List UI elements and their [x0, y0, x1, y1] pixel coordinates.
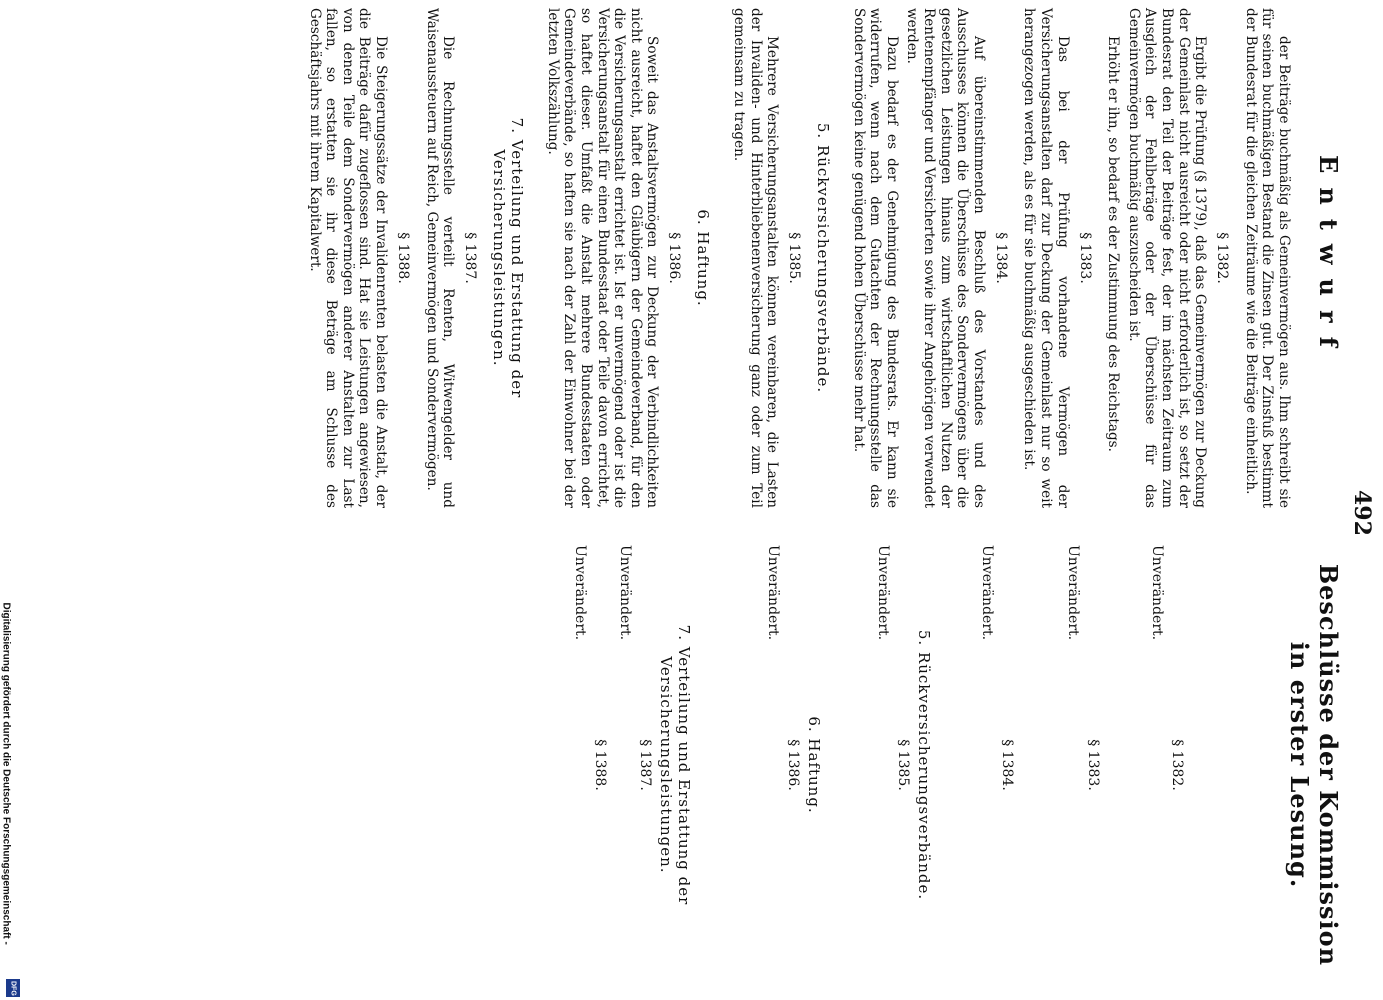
- paragraph: Auf übereinstimmenden Beschluß des Vorstandes und des Ausschusses können die Überschüsse des Sondervermögens über die gesetzlichen Leistungen hinaus zum wirtschaftlichen Nutzen der Rentenempfänger und Versicherten sowie ihrer Angehörigen verwendet werden.: [904, 8, 987, 508]
- commission-column: [63, 545, 1343, 985]
- section-number: § 1383.: [1076, 232, 1093, 284]
- section-number: § 1384.: [999, 739, 1015, 791]
- commission-entry: [1065, 545, 1101, 985]
- commission-entry: [765, 545, 823, 985]
- paragraph: Die Rechnungsstelle verteilt Renten, Witwengelder und Waisenaussteuern auf Reich, Gemeinvermögen und Sondervermögen.: [423, 8, 457, 508]
- section-number: § 1386.: [785, 739, 801, 791]
- section-number: § 1388.: [395, 232, 411, 284]
- section-heading: 6. Haftung.: [694, 209, 713, 307]
- section-number: § 1383.: [1085, 739, 1101, 791]
- paragraph: Ergibt die Prüfung (§ 1379), daß das Gemeinvermögen zur Deckung der Gemeinlast nicht ausreicht oder nicht erforderlich ist, so setzt der Bundesrat den Teil der Beiträge fest, der im nächsten Zeitraum zum Ausgleich der Fehlbeträge oder der Überschüsse für das Gemeinvermögen buchmäßig auszuscheiden ist.: [1125, 8, 1209, 508]
- paragraph: Dazu bedarf es der Genehmigung des Bundesrats. Er kann sie widerrufen, wenn nach dem Gutachten der Rechnungsstelle das Sondervermögen keine genügend hohen Überschüsse mehr hat.: [850, 8, 900, 508]
- status-unchanged: Unverändert.: [1065, 545, 1081, 641]
- paragraph: Mehrere Versicherungsanstalten können vereinbaren, die Lasten der Invaliden- und Hinterbliebenenversicherung ganz oder zum Teil gemeinsam zu tragen.: [730, 8, 781, 508]
- section-number: § 1388.: [592, 739, 608, 791]
- commission-column-body: [63, 545, 1263, 985]
- status-unchanged: Unverändert.: [617, 545, 633, 641]
- commission-entry: [617, 545, 693, 985]
- section-heading: 6. Haftung.: [805, 716, 823, 814]
- digitization-credit-text: Digitalisierung gefördert durch die Deutsche Forschungsgemeinschaft -: [0, 602, 12, 945]
- paragraph: Erhöht er ihn, so bedarf es der Zustimmung des Reichstags.: [1105, 36, 1122, 452]
- commission-entry: [875, 545, 933, 985]
- commission-entry: [1149, 545, 1185, 985]
- section-number: § 1386.: [666, 232, 683, 284]
- paragraph: der Beiträge buchmäßig als Gemeinvermögen aus. Ihm schreibt sie für seinen buchmäßigen Bestand die Zinsen gut. Der Zinsfuß bestimmt der Bundesrat für die gleichen Zeiträume wie die Beiträge einheitlich.: [1242, 8, 1292, 508]
- commission-entry: [979, 545, 1015, 985]
- status-unchanged: Unverändert.: [979, 545, 995, 641]
- section-heading: 7. Verteilung und Erstattung der Versicherungsleistungen.: [490, 117, 527, 399]
- status-unchanged: Unverändert.: [572, 545, 588, 641]
- commission-column-title: Beschlüsse der Kommission in erster Lesung.: [1285, 563, 1343, 967]
- section-number: § 1384.: [992, 232, 1009, 284]
- section-heading: 5. Rückversicherungsverbände.: [814, 122, 833, 394]
- draft-column-title: Entwurf: [1314, 155, 1343, 361]
- commission-entry: [572, 545, 608, 985]
- status-unchanged: Unverändert.: [875, 545, 891, 641]
- paragraph: Soweit das Anstaltsvermögen zur Deckung der Verbindlichkeiten nicht ausreicht, haftet den Gläubigern der Gemeindeverband, für den die Versicherungsanstalt errichtet ist. Ist er unvermögend oder ist die Versicherungsanstalt für einen Bundesstaat oder Teile davon errichtet, so haftet dieser. Umfaßt die Anstalt mehrere Bundesstaaten oder Gemeindeverbände, so haften sie nach der Zahl der Einwohner bei der letzten Volkszählung.: [544, 8, 661, 508]
- section-number: § 1385.: [786, 232, 803, 284]
- section-number: § 1387.: [462, 232, 479, 284]
- digitization-credit: [0, 602, 20, 997]
- section-heading: 5. Rückversicherungsverbände.: [915, 629, 933, 901]
- draft-column: [302, 8, 1343, 508]
- status-unchanged: Unverändert.: [1149, 545, 1165, 641]
- section-number: § 1382.: [1214, 232, 1231, 284]
- dfg-logo: DFG: [6, 979, 20, 997]
- status-unchanged: Unverändert.: [765, 545, 781, 641]
- section-number: § 1387.: [637, 739, 653, 791]
- section-number: § 1382.: [1169, 739, 1185, 791]
- page-number: 492: [1349, 490, 1375, 536]
- paragraph: Das bei der Prüfung vorhandene Vermögen der Versicherungsanstalten darf zur Deckung der Gemeinlast nur so weit herangezogen werden, als es für sie buchmäßig ausgeschieden ist.: [1021, 8, 1071, 508]
- draft-column-body: [306, 8, 1292, 508]
- section-number: § 1385.: [895, 739, 911, 791]
- paragraph: Die Steigerungssätze der Invalidenrenten belasten die Anstalt, der die Beiträge dafür zugeflossen sind. Hat sie Leistungen angewiesen, von denen Teile dem Sondervermögen anderer Anstalten zur Last fallen, so erstatten sie ihr diese Beträge am Schlusse des Geschäftsjahrs mit ihrem Kapitalwert.: [306, 8, 389, 508]
- section-heading: 7. Verteilung und Erstattung der Versicherungsleistungen.: [657, 624, 693, 906]
